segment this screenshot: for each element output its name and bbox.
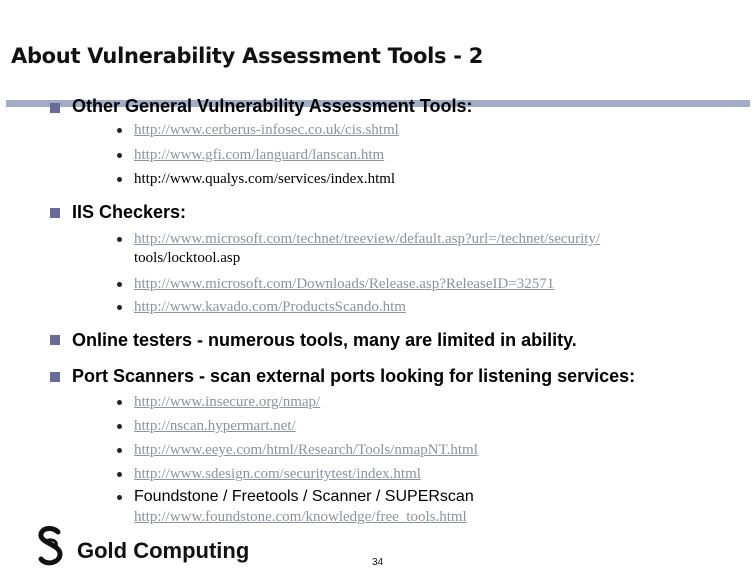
link[interactable]: http://www.sdesign.com/securitytest/index.html [134, 466, 421, 482]
section-heading: IIS Checkers: [72, 202, 187, 222]
bullet-icon [117, 424, 122, 429]
bullet-icon [117, 282, 122, 287]
bullet-icon [117, 448, 122, 453]
slide-title: About Vulnerability Assessment Tools - 2 [11, 44, 484, 68]
square-bullet-icon [50, 208, 60, 218]
link[interactable]: http://www.insecure.org/nmap/ [134, 394, 321, 410]
square-bullet-icon [50, 103, 60, 113]
link[interactable]: http://www.kavado.com/ProductsScando.htm [134, 299, 406, 315]
link[interactable]: http://www.eeye.com/html/Research/Tools/nmapNT.html [134, 442, 478, 458]
gold-computing-logo-icon [36, 526, 66, 568]
bullet-icon [117, 237, 122, 242]
list-item: http://www.qualys.com/services/index.html [134, 171, 396, 187]
bullet-icon [117, 305, 122, 310]
page-number: 34 [372, 557, 384, 568]
bullet-icon [117, 400, 122, 405]
link[interactable]: http://nscan.hypermart.net/ [134, 418, 296, 434]
bullet-icon [117, 128, 122, 133]
link[interactable]: http://www.microsoft.com/technet/treeview/default.asp?url=/technet/security/ [134, 231, 601, 247]
section-heading: Online testers - numerous tools, many are limited in ability. [72, 330, 577, 350]
section-heading: Other General Vulnerability Assessment Tools: [72, 96, 473, 116]
link[interactable]: http://www.gfi.com/languard/lanscan.htm [134, 147, 385, 163]
list-item-continuation: tools/locktool.asp [134, 250, 241, 266]
link[interactable]: http://www.microsoft.com/Downloads/Release.asp?ReleaseID=32571 [134, 276, 555, 292]
bullet-icon [117, 177, 122, 182]
footer-brand: Gold Computing [77, 538, 250, 563]
bullet-icon [117, 153, 122, 158]
list-item: Foundstone / Freetools / Scanner / SUPERscan [134, 488, 474, 505]
square-bullet-icon [50, 372, 60, 382]
square-bullet-icon [50, 335, 60, 345]
link[interactable]: http://www.cerberus-infosec.co.uk/cis.shtml [134, 122, 399, 138]
bullet-icon [117, 495, 122, 500]
section-heading: Port Scanners - scan external ports looking for listening services: [72, 366, 636, 386]
bullet-icon [117, 472, 122, 477]
link[interactable]: http://www.foundstone.com/knowledge/free_tools.html [134, 509, 467, 525]
